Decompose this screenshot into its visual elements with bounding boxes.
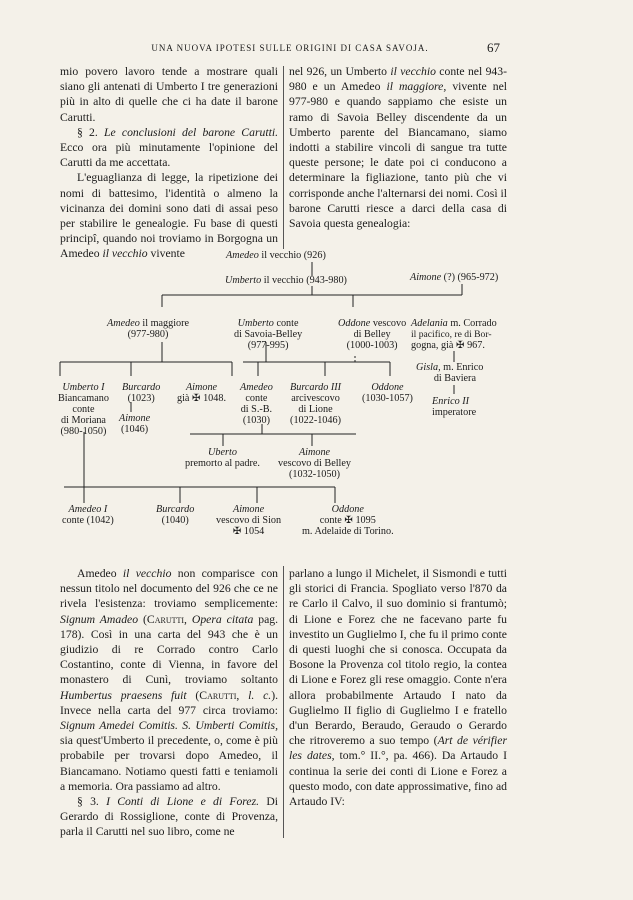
tree-node-aimone-belley: Aimone vescovo di Belley (1032-1050): [278, 447, 351, 480]
tree-node-oddone-1030: Oddone (1030-1057): [362, 382, 413, 404]
tree-node-amedeo-I: Amedeo I conte (1042): [62, 504, 114, 526]
page-number: 67: [487, 40, 500, 55]
tree-node-burcardo-III: Burcardo III arcivescovo di Lione (1022-1046): [290, 382, 342, 426]
tree-node-uberto: Uberto premorto al padre.: [185, 447, 260, 469]
paragraph: nel 926, un Umberto il vecchio conte nel 943-980 e un Amedeo il maggiore, vivente nel 977-980 e quando sappiamo che esiste un ramo di Savoia Belley discendente da un Umberto parente del Biancamano, siamo indotti a stabilire vincoli di sangue tra tutte queste persone; le date poi ci conducono a determinare la figliazione, tanto più che vi corrisponde anche l'alternarsi dei nomi. Così il barone Carutti riesce a darci della casa di Savoia questa genealogia:: [289, 65, 508, 231]
section-2-title: Le conclusioni del barone Carutti.: [104, 125, 279, 139]
paragraph: L'eguaglianza di legge, la ripetizione dei nomi di battesimo, l'identità o almeno la vicinanza dei domini sono dati di assai peso per stabilire le genealogie. Fu base di questi principî, quando noi troviamo in Borgogna un Amedeo il vecchio vivente: [60, 171, 278, 261]
section-2-paragraph: § 2. Le conclusioni del barone Carutti. Ecco ora più minutamente l'opinione del Carutti da me accettata.: [60, 125, 279, 170]
column-divider: [283, 566, 284, 838]
tree-node-umberto-vecchio: Umberto il vecchio (943-980): [225, 275, 347, 286]
tree-node-amedeo-maggiore: Amedeo il maggiore (977-980): [107, 318, 190, 340]
tree-node-umberto-belley: Umberto conte di Savoia-Belley (977-995): [234, 318, 303, 351]
tree-node-amedeo-sb: Amedeo conte di S.-B. (1030): [240, 382, 273, 426]
tree-node-oddone-vescovo: Oddone vescovo di Belley (1000-1003): [338, 318, 407, 351]
tree-node-aimone-1046: Aimone (1046): [119, 413, 151, 435]
tree-node-oddone-final: Oddone conte ✠ 1095 m. Adelaide di Torino.: [302, 504, 394, 537]
tree-node-amedeo-vecchio: Amedeo il vecchio (926): [226, 250, 326, 261]
tree-node-burcardo-1023: Burcardo (1023): [122, 382, 161, 404]
paragraph: Amedeo il vecchio non comparisce con nessun titolo nel documento del 926 che ce ne rivela l'esistenza: troviamo semplicemente: Signum Amadeo (Carutti, Opera citata pag. 178). Così in una carta del 943 che è un giudizio di re Corrado contro Carlo Costantino, conte di Vienna, in favore del monastero di Cunì, troviamo soltanto Humbertus praesens fuit (Carutti, l. c.). Invece nella carta del 977 circa troviamo: Signum Amedei Comitis. S. Umberti Comitis, sia quest'Umberto il precedente, o, come è più probabile per trovarsi dopo Amedeo, il Biancamano. Notiamo questi fatti e teniamoli a memoria. Ora passiamo ad altro.: [60, 567, 279, 793]
bottom-right-column: [289, 566, 507, 809]
tree-node-aimone-1048: Aimone già ✠ 1048.: [177, 382, 226, 404]
tree-node-adelania: Adelania m. Corrado il pacifico, re di Bor- gogna, già ✠ 967.: [411, 318, 497, 351]
tree-node-umberto-I: Umberto I Biancamano conte di Moriana (980-1050): [58, 382, 109, 437]
tree-node-burcardo-1040: Burcardo (1040): [156, 504, 195, 526]
tree-node-aimone-sion: Aimone vescovo di Sion ✠ 1054: [216, 504, 282, 537]
tree-node-enrico-II: Enrico II imperatore: [432, 396, 477, 418]
paragraph: mio povero lavoro tende a mostrare quali siano gli antenati di Umberto I tre generazioni più in alto di quelle che ci ha date il barone Carutti.: [60, 65, 278, 124]
tree-node-aimone-top: Aimone (?) (965-972): [410, 272, 499, 283]
running-title: UNA NUOVA IPOTESI SULLE ORIGINI DI CASA SAVOJA.: [151, 43, 429, 53]
bottom-left-column: [60, 566, 278, 840]
section-3-title: I Conti di Lione e di Forez.: [106, 795, 260, 809]
paragraph: parlano a lungo il Michelet, il Sismondi e tutti gli storici di Francia. Spogliato verso l'870 da re Carlo il Calvo, il suo dominio si frantumò; di Lione e Forez che ne facevano parte fu investito un Guglielmo I, che fu il primo conte di questi luoghi che si conosca. Occupata da Bosone la Provenza col titolo regio, la contea di Lione e Forez gli rese omaggio. Conte n'era allora probabilmente Artaudo I nato da Guglielmo II figlio di Guglielmo I e fratello d'un Berardo, Beraudo, Geraudo o Gerardo che ritroveremo a suo tempo (Art de vérifier les dates, tom.° II.°, pa. 466). Da Artaudo I continua la serie dei conti di Lione e Forez a questo modo, con date approssimative, fino ad Artaudo IV:: [289, 567, 507, 809]
section-3-paragraph: § 3. I Conti di Lione e di Forez. Di Gerardo di Rossiglione, conte di Provenza, parla il Carutti nel suo libro, come ne: [60, 795, 279, 839]
tree-node-gisla: Gisla, m. Enrico di Baviera: [416, 362, 484, 384]
